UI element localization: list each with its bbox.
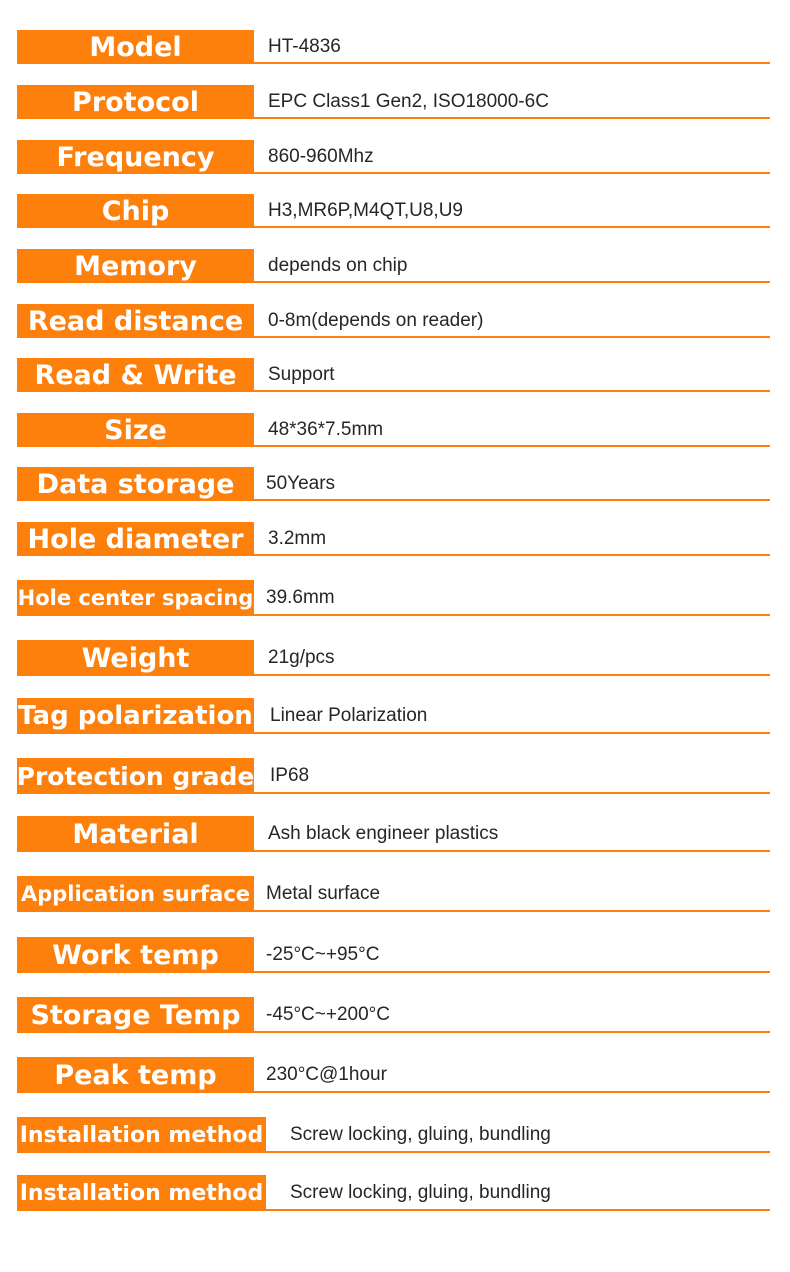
- spec-value: 50Years: [266, 473, 336, 494]
- spec-value: Screw locking, gluing, bundling: [290, 1124, 551, 1145]
- spec-row-work-temp: [0, 937, 790, 973]
- spec-value: EPC Class1 Gen2, ISO18000-6C: [268, 91, 549, 112]
- row-divider: [254, 792, 770, 794]
- spec-row-peak-temp: [0, 1057, 790, 1093]
- spec-label: Tag polarization: [17, 698, 254, 734]
- spec-label: Read distance: [17, 304, 254, 338]
- row-divider: [254, 614, 770, 616]
- spec-row-model: [0, 30, 790, 64]
- spec-row-installation-method: [0, 1175, 790, 1211]
- spec-label: Memory: [17, 249, 254, 283]
- row-divider: [254, 390, 770, 392]
- spec-value: 3.2mm: [268, 528, 327, 549]
- spec-row-tag-polarization: [0, 698, 790, 734]
- spec-label: Material: [17, 816, 254, 852]
- spec-label: Storage Temp: [17, 997, 254, 1033]
- row-divider: [254, 117, 770, 119]
- spec-row-storage-temp: [0, 997, 790, 1033]
- row-divider: [254, 281, 770, 283]
- spec-label: Size: [17, 413, 254, 447]
- spec-row-protocol: [0, 85, 790, 119]
- spec-label: Weight: [17, 640, 254, 676]
- row-divider: [266, 1151, 770, 1153]
- spec-value: H3,MR6P,M4QT,U8,U9: [268, 200, 463, 221]
- spec-row-read-distance: [0, 304, 790, 338]
- spec-row-frequency: [0, 140, 790, 174]
- spec-row-application-surface: [0, 876, 790, 912]
- spec-label: Installation method: [17, 1117, 266, 1153]
- spec-value: 0-8m(depends on reader): [268, 310, 484, 331]
- spec-row-chip: [0, 194, 790, 228]
- row-divider: [254, 1091, 770, 1093]
- spec-label: Frequency: [17, 140, 254, 174]
- spec-row-data-storage: [0, 467, 790, 501]
- spec-value: Ash black engineer plastics: [268, 823, 499, 844]
- spec-value: Metal surface: [266, 883, 381, 904]
- spec-value: HT-4836: [268, 36, 341, 57]
- spec-value: Support: [268, 364, 335, 385]
- row-divider: [254, 226, 770, 228]
- spec-label: Read & Write: [17, 358, 254, 392]
- spec-label: Data storage: [17, 467, 254, 501]
- spec-value: 39.6mm: [266, 587, 335, 608]
- row-divider: [266, 1209, 770, 1211]
- spec-row-size: [0, 413, 790, 447]
- spec-label: Installation method: [17, 1175, 266, 1211]
- spec-value: 230°C@1hour: [266, 1064, 387, 1085]
- spec-value: 860-960Mhz: [268, 146, 374, 167]
- spec-value: IP68: [270, 765, 310, 786]
- spec-value: 21g/pcs: [268, 647, 335, 668]
- spec-row-hole-diameter: [0, 522, 790, 556]
- row-divider: [254, 499, 770, 501]
- spec-value: Linear Polarization: [270, 705, 428, 726]
- row-divider: [254, 971, 770, 973]
- row-divider: [254, 732, 770, 734]
- row-divider: [254, 850, 770, 852]
- spec-label: Model: [17, 30, 254, 64]
- row-divider: [254, 910, 770, 912]
- row-divider: [254, 336, 770, 338]
- spec-value: Screw locking, gluing, bundling: [290, 1182, 551, 1203]
- spec-label: Hole diameter: [17, 522, 254, 556]
- spec-label: Peak temp: [17, 1057, 254, 1093]
- spec-value: 48*36*7.5mm: [268, 419, 384, 440]
- spec-label: Protection grade: [17, 758, 254, 794]
- spec-row-weight: [0, 640, 790, 676]
- spec-value: depends on chip: [268, 255, 408, 276]
- row-divider: [254, 172, 770, 174]
- row-divider: [254, 62, 770, 64]
- spec-row-read-write: [0, 358, 790, 392]
- row-divider: [254, 445, 770, 447]
- spec-row-hole-center-spacing: [0, 580, 790, 616]
- spec-row-material: [0, 816, 790, 852]
- spec-row-installation-method: [0, 1117, 790, 1153]
- spec-row-memory: [0, 249, 790, 283]
- row-divider: [254, 554, 770, 556]
- spec-label: Protocol: [17, 85, 254, 119]
- spec-value: -25°C~+95°C: [266, 944, 380, 965]
- spec-label: Chip: [17, 194, 254, 228]
- row-divider: [254, 674, 770, 676]
- row-divider: [254, 1031, 770, 1033]
- spec-row-protection-grade: [0, 758, 790, 794]
- spec-label: Hole center spacing: [17, 580, 254, 616]
- spec-value: -45°C~+200°C: [266, 1004, 390, 1025]
- spec-label: Work temp: [17, 937, 254, 973]
- spec-label: Application surface: [17, 876, 254, 912]
